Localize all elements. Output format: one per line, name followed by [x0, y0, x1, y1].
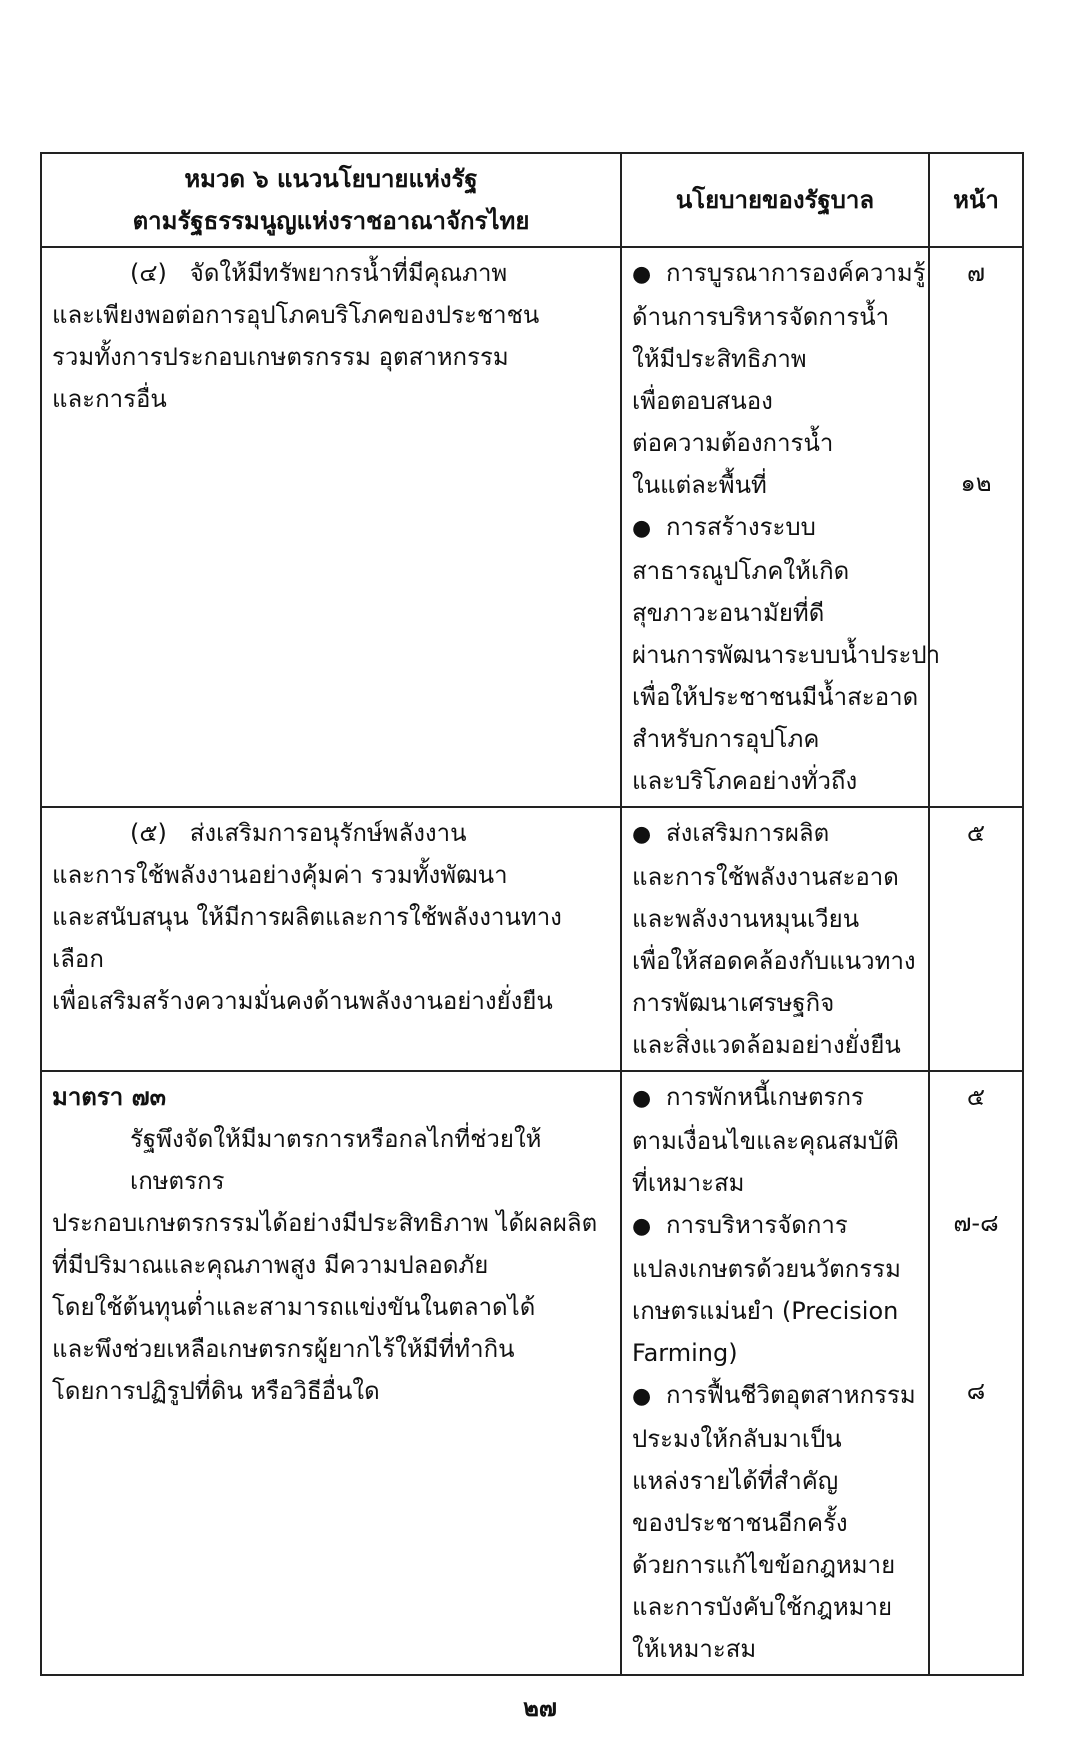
- clause-line: และเพียงพอต่อการอุปโภคบริโภคของประชาชน: [52, 301, 540, 329]
- policy-item: ● การสร้างระบบ: [632, 506, 918, 550]
- page-ref-cell: [929, 247, 1023, 807]
- bullet-icon: ●: [632, 262, 652, 287]
- header-col1-line1: หมวด ๖ แนวนโยบายแห่งรัฐ: [184, 165, 478, 193]
- policy-item: ● การบูรณาการองค์ความรู้: [632, 252, 918, 296]
- policy-line: สำหรับการอุปโภค: [632, 725, 820, 753]
- page-number: ๒๗: [523, 1694, 557, 1722]
- policy-line: เพื่อให้ประชาชนมีน้ำสะอาด: [632, 683, 919, 711]
- clause-line: ประกอบเกษตรกรรมได้อย่างมีประสิทธิภาพ ได้ผลผลิต: [52, 1209, 598, 1237]
- policy-line: ในแต่ละพื้นที่: [632, 471, 767, 499]
- page-ref: ๕: [966, 819, 986, 847]
- clause-line: โดยใช้ต้นทุนต่ำและสามารถแข่งขันในตลาดได้: [52, 1293, 536, 1321]
- section-heading: มาตรา ๗๓: [52, 1083, 167, 1111]
- policy-cell: [621, 807, 929, 1071]
- header-policy-column: นโยบายของรัฐบาล: [621, 153, 929, 247]
- clause-line: (๔) จัดให้มีทรัพยากรน้ำที่มีคุณภาพ: [130, 259, 508, 287]
- header-constitution-column: [41, 153, 621, 247]
- policy-line: แปลงเกษตรด้วยนวัตกรรม: [632, 1255, 901, 1283]
- policy-item: ● การบริหารจัดการ: [632, 1204, 918, 1248]
- policy-line: และสิ่งแวดล้อมอย่างยั่งยืน: [632, 1031, 901, 1059]
- bullet-icon: ●: [632, 1086, 652, 1111]
- policy-line: ให้เหมาะสม: [632, 1635, 757, 1663]
- policy-line: เพื่อให้สอดคล้องกับแนวทาง: [632, 947, 916, 975]
- policy-line: ของประชาชนอีกครั้ง: [632, 1509, 848, 1537]
- page-ref: ๑๒: [960, 469, 992, 497]
- clause-line: รวมทั้งการประกอบเกษตรกรรม อุตสาหกรรม: [52, 343, 509, 371]
- policy-item: ● การพักหนี้เกษตรกร: [632, 1076, 918, 1120]
- page-ref: ๕: [966, 1083, 986, 1111]
- clause-line: รัฐพึงจัดให้มีมาตรการหรือกลไกที่ช่วยให้เกษตรกร: [130, 1125, 542, 1195]
- page-ref-cell: [929, 807, 1023, 1071]
- page-ref: ๘: [966, 1377, 986, 1405]
- policy-line: ตามเงื่อนไขและคุณสมบัติ: [632, 1127, 899, 1155]
- clause-line: และสนับสนุน ให้มีการผลิตและการใช้พลังงานทางเลือก: [52, 903, 562, 973]
- policy-line: ผ่านการพัฒนาระบบน้ำประปา: [632, 641, 941, 669]
- policy-line: การพัฒนาเศรษฐกิจ: [632, 989, 835, 1017]
- clause-line: เพื่อเสริมสร้างความมั่นคงด้านพลังงานอย่างยั่งยืน: [52, 987, 553, 1015]
- bullet-icon: ●: [632, 1214, 652, 1239]
- policy-line: และการใช้พลังงานสะอาด: [632, 863, 899, 891]
- bullet-icon: ●: [632, 1384, 652, 1409]
- policy-line: Farming): [632, 1339, 738, 1367]
- table-row: [41, 1071, 1023, 1675]
- page-ref-cell: [929, 1071, 1023, 1675]
- policy-line: ประมงให้กลับมาเป็น: [632, 1425, 842, 1453]
- policy-line: แหล่งรายได้ที่สำคัญ: [632, 1467, 839, 1495]
- policy-table: [40, 152, 1024, 1676]
- policy-line: สาธารณูปโภคให้เกิด: [632, 557, 850, 585]
- table-row: [41, 807, 1023, 1071]
- clause-line: และการอื่น: [52, 385, 167, 413]
- bullet-icon: ●: [632, 822, 652, 847]
- constitution-text-cell: [41, 247, 621, 807]
- bullet-icon: ●: [632, 516, 652, 541]
- policy-line: สุขภาวะอนามัยที่ดี: [632, 599, 825, 627]
- page-ref: ๗-๘: [953, 1209, 999, 1237]
- clause-line: ที่มีปริมาณและคุณภาพสูง มีความปลอดภัย: [52, 1251, 489, 1279]
- policy-line: ด้านการบริหารจัดการน้ำ: [632, 303, 890, 331]
- policy-line: ด้วยการแก้ไขข้อกฎหมาย: [632, 1551, 896, 1579]
- header-col1-line2: ตามรัฐธรรมนูญแห่งราชอาณาจักรไทย: [132, 207, 530, 235]
- policy-line: เพื่อตอบสนอง: [632, 387, 773, 415]
- policy-item: ● ส่งเสริมการผลิต: [632, 812, 918, 856]
- clause-line: และพึงช่วยเหลือเกษตรกรผู้ยากไร้ให้มีที่ทำกิน: [52, 1335, 515, 1363]
- constitution-text-cell: [41, 1071, 621, 1675]
- header-page-column: หน้า: [929, 153, 1023, 247]
- policy-line: ต่อความต้องการน้ำ: [632, 429, 834, 457]
- table-header-row: [41, 153, 1023, 247]
- policy-cell: [621, 1071, 929, 1675]
- clause-line: (๕) ส่งเสริมการอนุรักษ์พลังงาน: [130, 819, 467, 847]
- table-row: [41, 247, 1023, 807]
- constitution-text-cell: [41, 807, 621, 1071]
- policy-line: และบริโภคอย่างทั่วถึง: [632, 767, 858, 795]
- policy-cell: [621, 247, 941, 807]
- policy-line: และการบังคับใช้กฎหมาย: [632, 1593, 893, 1621]
- page-ref: ๗: [966, 259, 986, 287]
- policy-line: และพลังงานหมุนเวียน: [632, 905, 860, 933]
- policy-line: ให้มีประสิทธิภาพ: [632, 345, 807, 373]
- clause-line: โดยการปฏิรูปที่ดิน หรือวิธีอื่นใด: [52, 1377, 380, 1405]
- policy-line: ที่เหมาะสม: [632, 1169, 745, 1197]
- clause-line: และการใช้พลังงานอย่างคุ้มค่า รวมทั้งพัฒนา: [52, 861, 508, 889]
- policy-item: ● การฟื้นชีวิตอุตสาหกรรม: [632, 1374, 918, 1418]
- policy-line: เกษตรแม่นยำ (Precision: [632, 1297, 899, 1325]
